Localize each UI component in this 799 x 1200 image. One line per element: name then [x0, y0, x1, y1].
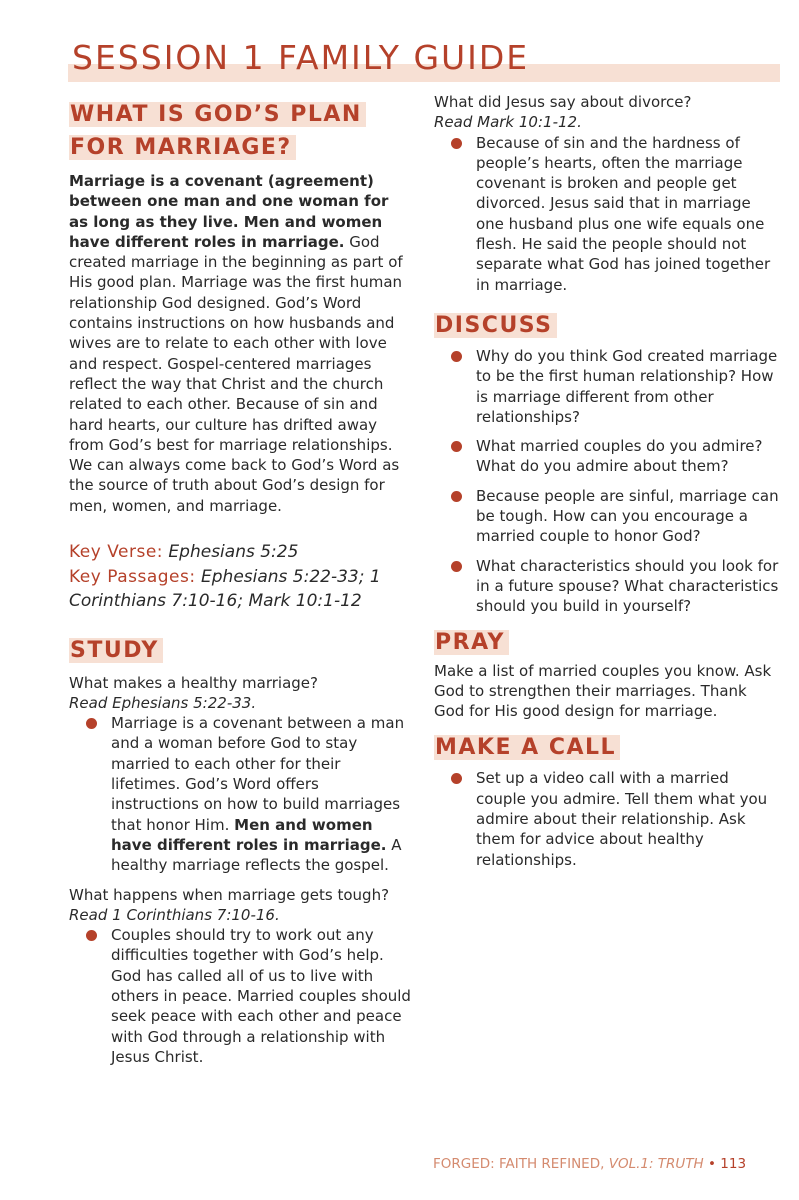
list-item: Couples should try to work out any difficulties together with God’s help. God has called all of us to live with others in peace. Married couples should seek peace with each other and peace with God through a relationship with Jesus Christ.	[111, 926, 411, 1066]
study-reference-2: Read 1 Corinthians 7:10-16.	[69, 905, 280, 924]
study-list-2	[69, 925, 411, 1067]
discuss-list	[434, 346, 780, 617]
study-reference-1: Read Ephesians 5:22-33.	[69, 693, 257, 712]
key-passages-line: Key Passages: Ephesians 5:22-33; 1 Corinthians 7:10-16; Mark 10:1-12	[69, 566, 381, 612]
section-heading-plan: WHAT IS GOD’S PLAN FOR MARRIAGE?	[69, 98, 411, 164]
study-list-1	[69, 713, 411, 875]
section-heading-call: MAKE A CALL	[434, 731, 780, 764]
key-verse-line: Key Verse: Ephesians 5:25	[69, 542, 299, 563]
intro-paragraph	[69, 171, 411, 516]
study-list-3	[434, 133, 780, 295]
list-item: Marriage is a covenant between a man and a woman before God to stay married to each other for their lifetimes. God’s Word offers instructions on how to build marriages that honor Him. Men and women have different roles in marriage. A healthy marriage reflects the gospel.	[111, 713, 411, 875]
page-number: 113	[720, 1156, 747, 1172]
section-heading-discuss: DISCUSS	[434, 309, 780, 342]
left-column	[69, 98, 411, 1067]
list-item: Set up a video call with a married couple you admire. Tell them what you admire about their relationship. Ask them for advice about healthy relationships.	[476, 768, 780, 869]
list-item: Because people are sinful, marriage can be tough. How can you encourage a married couple to honor God?	[476, 486, 779, 546]
section-heading-study: STUDY	[69, 634, 411, 667]
pray-paragraph: Make a list of married couples you know. Ask God to strengthen their marriages. Thank God for His good design for marriage.	[434, 661, 772, 721]
list-item: Because of sin and the hardness of people’s hearts, often the marriage covenant is broken and people get divorced. Jesus said that in marriage one husband plus one wife equals one flesh. He said the people should not separate what God has joined together in marriage.	[476, 133, 780, 295]
intro-text: God created marriage in the beginning as part of His good plan. Marriage was the first human relationship God designed. God’s Word contains instructions on how husbands and wives are to relate to each other with love and respect. Gospel-centered marriages reflect the way that Christ and the church related to each other. Because of sin and hard hearts, our culture has drifted away from God’s best for marriage relationships. We can always come back to God’s Word as the source of truth about God’s design for men, women, and marriage.	[69, 232, 403, 515]
key-verses	[69, 540, 411, 614]
page-title-text: SESSION 1 FAMILY GUIDE	[72, 38, 530, 77]
call-list	[434, 768, 780, 869]
section-heading-pray: PRAY	[434, 626, 780, 659]
intro-bold: Marriage is a covenant (agreement) between one man and one woman for as long as they live. Men and women have different roles in marriage.	[69, 172, 389, 251]
study-reference-3: Read Mark 10:1-12.	[434, 113, 582, 132]
page-footer: FORGED: FAITH REFINED, VOL.1: TRUTH • 113	[433, 1156, 747, 1172]
study-question-3: What did Jesus say about divorce?	[434, 93, 692, 111]
list-item: What married couples do you admire? What do you admire about them?	[476, 436, 780, 477]
study-question-1: What makes a healthy marriage?	[69, 673, 318, 692]
list-item: What characteristics should you look for in a future spouse? What characteristics should you build in yourself?	[476, 556, 779, 616]
right-column	[434, 92, 780, 870]
page-title	[68, 38, 780, 84]
study-question-2: What happens when marriage gets tough?	[69, 885, 390, 904]
list-item: Why do you think God created marriage to be the first human relationship? How is marriage different from other relationships?	[476, 346, 780, 427]
